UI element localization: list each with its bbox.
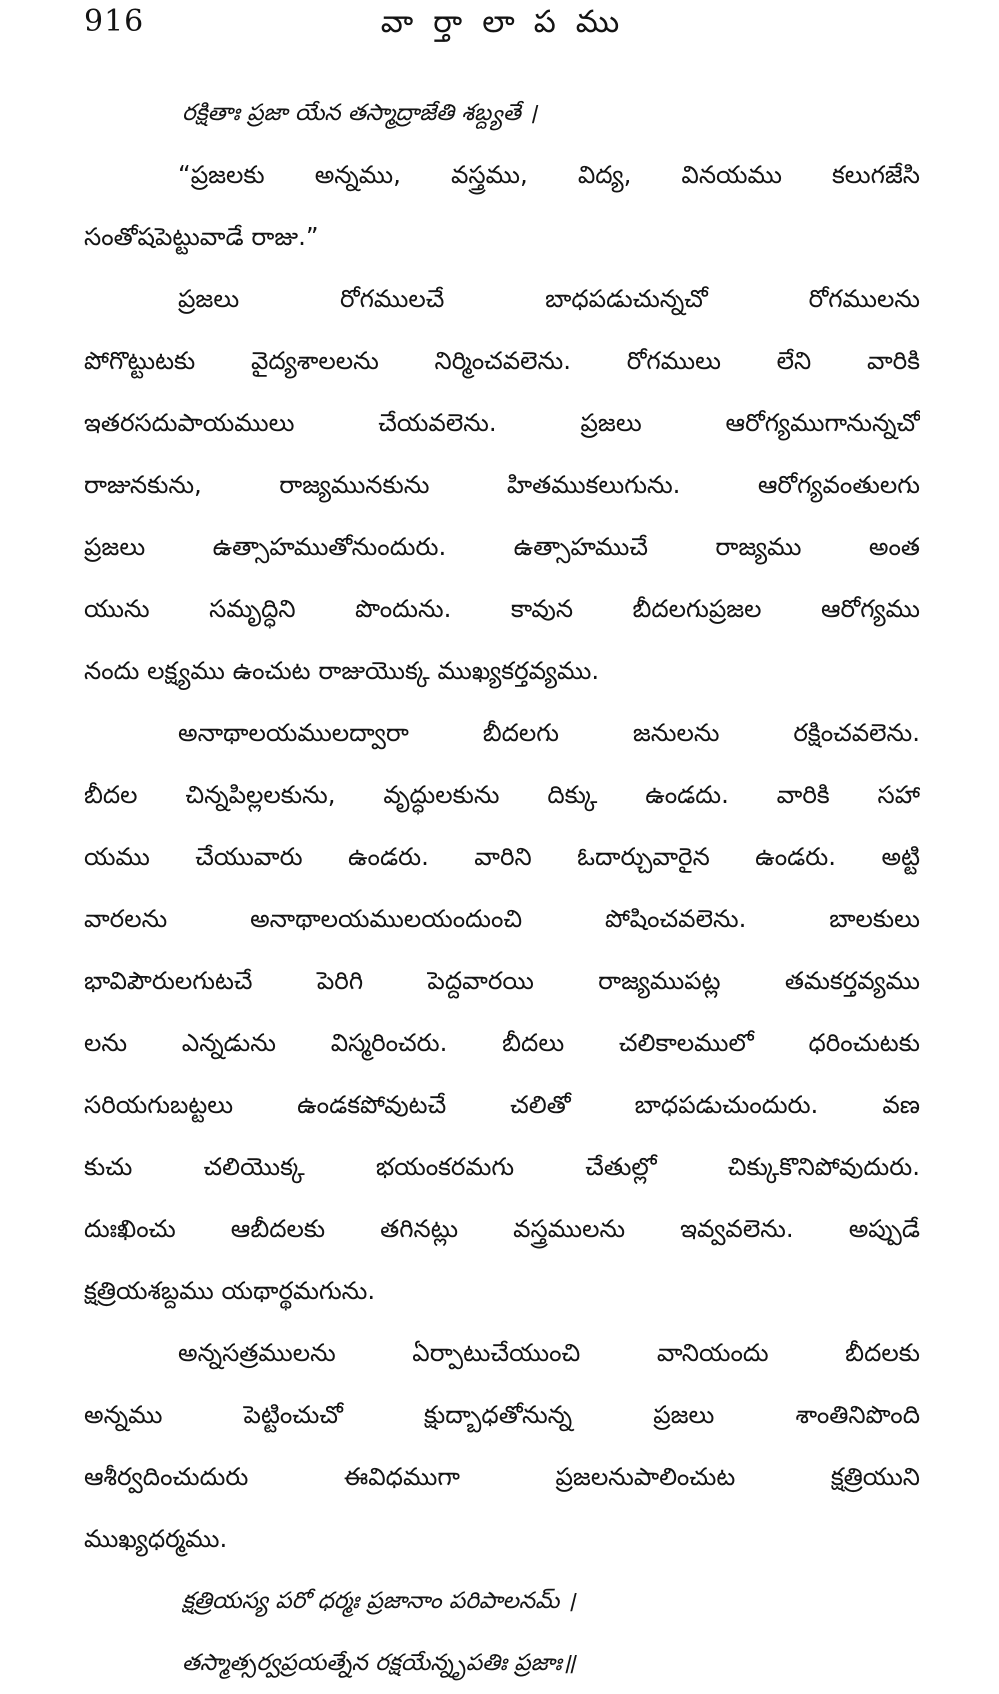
paragraph-line: “ప్రజలకు అన్నము, వస్త్రము, విద్య, వినయము కలుగజేసి bbox=[178, 160, 920, 189]
paragraph-line: లను ఎన్నడును విస్మరించరు. బీదలు చలికాలములో ధరించుటకు bbox=[84, 1028, 920, 1057]
paragraph-line: నందు లక్ష్యము ఉంచుట రాజుయొక్క ముఖ్యకర్తవ్యము. bbox=[84, 656, 600, 685]
running-title: వార్తాలాపము bbox=[380, 4, 640, 40]
paragraph-line: ప్రజలు రోగములచే బాధపడుచున్నచో రోగములను bbox=[178, 284, 920, 313]
verse-line: రక్షితాః ప్రజా యేన తస్మాద్రాజేతి శబ్ద్యతే । bbox=[182, 100, 537, 126]
paragraph-line: అన్నసత్రములను ఏర్పాటుచేయుంచి వానియందు బీదలకు bbox=[178, 1338, 920, 1367]
paragraph-line: పోగొట్టుటకు వైద్యశాలలను నిర్మించవలెను. రోగములు లేని వారికి bbox=[84, 346, 920, 375]
paragraph-line: అనాథాలయములద్వారా బీదలగు జనులను రక్షించవలెను. bbox=[178, 718, 920, 747]
paragraph-line: ముఖ్యధర్మము. bbox=[84, 1524, 228, 1553]
verse-line: తస్మాత్సర్వప్రయత్నేన రక్షయేన్నృపతిః ప్రజాః॥ bbox=[182, 1650, 576, 1676]
paragraph-line: ప్రజలు ఉత్సాహముతోనుందురు. ఉత్సాహముచే రాజ్యము అంత bbox=[84, 532, 920, 561]
paragraph-line: సరియగుబట్టలు ఉండకపోవుటచే చలితో బాధపడుచుందురు. వణ bbox=[84, 1090, 920, 1119]
paragraph-line: ఇతరసదుపాయములు చేయవలెను. ప్రజలు ఆరోగ్యముగానున్నచో bbox=[84, 408, 920, 437]
paragraph-line: భావిపౌరులగుటచే పెరిగి పెద్దవారయి రాజ్యముపట్ల తమకర్తవ్యము bbox=[84, 966, 920, 995]
paragraph-line: యము చేయువారు ఉండరు. వారిని ఓదార్చువారైన ఉండరు. అట్టి bbox=[84, 842, 920, 871]
body-text bbox=[84, 82, 920, 1694]
paragraph-line: ఆశీర్వదించుదురు ఈవిధముగా ప్రజలనుపాలించుట క్షత్రియుని bbox=[84, 1462, 920, 1491]
paragraph-line: రాజునకును, రాజ్యమునకును హితముకలుగును. ఆరోగ్యవంతులగు bbox=[84, 470, 920, 499]
paragraph-line: దుఃఖించు ఆబీదలకు తగినట్లు వస్త్రములను ఇవ్వవలెను. అప్పుడే bbox=[84, 1214, 920, 1243]
paragraph-line: సంతోషపెట్టువాడే రాజు.” bbox=[84, 222, 319, 251]
paragraph-line: అన్నము పెట్టించుచో క్షుద్బాధతోనున్న ప్రజలు శాంతినిపొంది bbox=[84, 1400, 920, 1429]
paragraph-line: కుచు చలియొక్క భయంకరమగు చేతుల్లో చిక్కుకొనిపోవుదురు. bbox=[84, 1152, 920, 1181]
verse-line: క్షత్రియస్య పరో ధర్మః ప్రజానాం పరిపాలనమ్ । bbox=[182, 1588, 576, 1614]
page-number: 916 bbox=[84, 4, 145, 39]
paragraph-line: క్షత్రియశబ్దము యథార్థమగును. bbox=[84, 1276, 376, 1305]
paragraph-line: యును సమృద్ధిని పొందును. కావున బీదలగుప్రజల ఆరోగ్యము bbox=[84, 594, 920, 623]
paragraph-line: వారలను అనాథాలయములయందుంచి పోషించవలెను. బాలకులు bbox=[84, 904, 920, 933]
paragraph-line: బీదల చిన్నపిల్లలకును, వృద్ధులకును దిక్కు ఉండదు. వారికి సహా bbox=[84, 780, 920, 809]
